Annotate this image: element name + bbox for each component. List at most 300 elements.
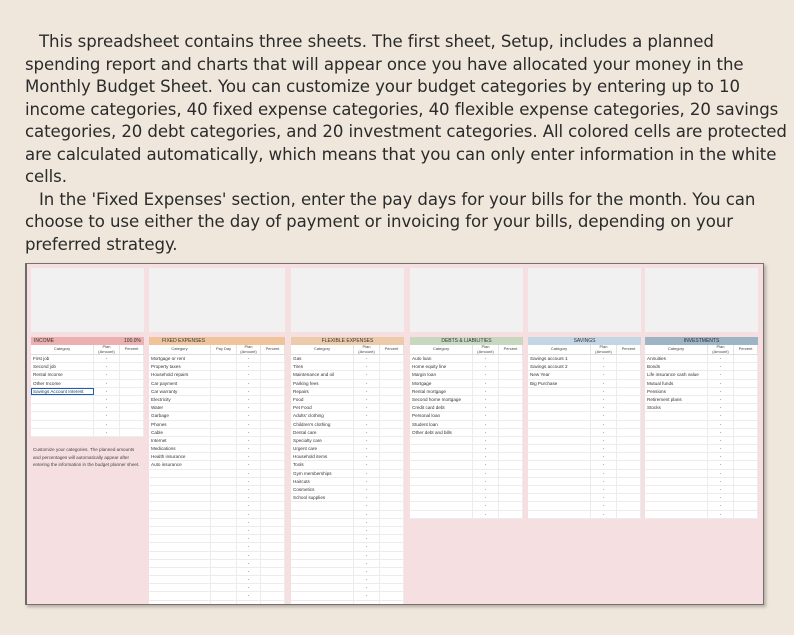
- fixed-percent-cell: [261, 601, 285, 605]
- debts-category-cell[interactable]: [410, 437, 473, 444]
- fixed-category-cell[interactable]: [149, 486, 211, 493]
- savings-category-cell[interactable]: Savings account 2: [528, 363, 591, 370]
- investments-category-cell[interactable]: [645, 437, 708, 444]
- fixed-category-cell[interactable]: Medications: [149, 445, 211, 452]
- fixed-plan-cell: -: [237, 445, 261, 452]
- fixed-category-cell[interactable]: [149, 519, 211, 526]
- income-category-cell[interactable]: First job: [31, 355, 94, 362]
- intro-paragraph-1: This spreadsheet contains three sheets. The first sheet, Setup, includes a planned spending report and charts that will appear once you have allocated your money in the Monthly Budget Sheet. You can customize your budget categories by entering up to 10 income categories, 40 fixed expense categories, 40 flexible expense categories, 20 savings categories, 20 debt categories, and 20 investment categories. All colored cells are protected are calculated automatically, which means that you can only enter information in the white cells.: [25, 32, 787, 186]
- flexible-row: [291, 601, 404, 605]
- flexible-category-cell[interactable]: [291, 527, 354, 534]
- debts-category-cell[interactable]: [410, 511, 473, 518]
- savings-percent-cell: [617, 421, 641, 428]
- savings-category-cell[interactable]: [528, 511, 591, 518]
- fixed-percent-cell: [261, 453, 285, 460]
- income-row: [31, 404, 144, 412]
- investments-category-cell[interactable]: [645, 429, 708, 436]
- savings-category-cell[interactable]: [528, 396, 591, 403]
- flexible-expenses-section: [291, 268, 404, 605]
- savings-table-header: [528, 345, 641, 355]
- savings-row: [528, 470, 641, 478]
- debts-row: [410, 494, 523, 502]
- fixed-percent-cell: [261, 502, 285, 509]
- income-row: [31, 380, 144, 388]
- flexible-plan-cell: -: [354, 437, 380, 444]
- investments-percent-cell: [734, 429, 758, 436]
- flexible-category-cell[interactable]: Cosmetics: [291, 486, 354, 493]
- fixed-category-cell[interactable]: [149, 494, 211, 501]
- flexible-category-cell[interactable]: Maintenance and oil: [291, 371, 354, 378]
- fixed-payday-cell[interactable]: [211, 429, 237, 436]
- fixed-payday-cell[interactable]: [211, 445, 237, 452]
- investments-plan-cell: -: [708, 437, 734, 444]
- investments-percent-cell: [734, 494, 758, 501]
- fixed-category-cell[interactable]: Internet: [149, 437, 211, 444]
- flexible-plan-cell: -: [354, 412, 380, 419]
- savings-category-cell[interactable]: [528, 502, 591, 509]
- income-category-cell[interactable]: [31, 429, 94, 436]
- fixed-percent-cell: [261, 429, 285, 436]
- flexible-category-cell[interactable]: Repairs: [291, 388, 354, 395]
- fixed-category-cell[interactable]: [149, 527, 211, 534]
- income-category-cell[interactable]: [31, 396, 94, 403]
- flexible-category-cell[interactable]: Tools: [291, 461, 354, 468]
- income-section: [31, 268, 144, 602]
- flexible-percent-cell: [380, 543, 404, 550]
- flexible-category-cell[interactable]: [291, 576, 354, 583]
- fixed-row: [149, 429, 285, 437]
- investments-row: [645, 453, 758, 461]
- debts-percent-cell: [499, 502, 523, 509]
- income-percent-cell: [120, 371, 144, 378]
- investments-category-cell[interactable]: [645, 412, 708, 419]
- investments-row: [645, 461, 758, 469]
- debts-category-cell[interactable]: Credit card debt: [410, 404, 473, 411]
- investments-category-cell[interactable]: [645, 494, 708, 501]
- fixed-payday-cell[interactable]: [211, 486, 237, 493]
- investments-section-header: [645, 337, 758, 345]
- investments-category-cell[interactable]: [645, 470, 708, 477]
- flexible-rows: [291, 355, 404, 605]
- fixed-payday-cell[interactable]: [211, 412, 237, 419]
- fixed-payday-cell[interactable]: [211, 576, 237, 583]
- investments-plan-cell: -: [708, 371, 734, 378]
- fixed-category-cell[interactable]: [149, 502, 211, 509]
- fixed-payday-cell[interactable]: [211, 404, 237, 411]
- savings-percent-cell: [617, 437, 641, 444]
- investments-category-cell[interactable]: Mutual funds: [645, 380, 708, 387]
- debts-category-cell[interactable]: Personal loan: [410, 412, 473, 419]
- income-category-cell[interactable]: [31, 412, 94, 419]
- fixed-row: [149, 380, 285, 388]
- investments-category-cell[interactable]: [645, 478, 708, 485]
- investments-category-cell[interactable]: [645, 421, 708, 428]
- flexible-category-cell[interactable]: Household items: [291, 453, 354, 460]
- fixed-payday-cell[interactable]: [211, 584, 237, 591]
- flexible-category-cell[interactable]: [291, 502, 354, 509]
- fixed-payday-cell[interactable]: [211, 543, 237, 550]
- debts-plan-cell: -: [473, 412, 499, 419]
- income-percent-cell: [120, 388, 144, 395]
- savings-category-cell[interactable]: [528, 437, 591, 444]
- fixed-payday-cell[interactable]: [211, 421, 237, 428]
- income-plan-cell: -: [94, 421, 120, 428]
- investments-row: [645, 412, 758, 420]
- flexible-category-cell[interactable]: [291, 584, 354, 591]
- income-category-cell[interactable]: [31, 421, 94, 428]
- fixed-payday-cell[interactable]: [211, 380, 237, 387]
- fixed-payday-cell[interactable]: [211, 519, 237, 526]
- income-note: Customize your categories. The planned amounts and percentages will automatically appear after entering the information in the budget planner sheet.: [33, 447, 140, 467]
- flexible-category-cell[interactable]: Adults' clothing: [291, 412, 354, 419]
- fixed-category-cell[interactable]: [149, 560, 211, 567]
- fixed-category-cell[interactable]: [149, 601, 211, 605]
- fixed-title: FIXED EXPENSES: [162, 338, 206, 344]
- fixed-table-header: [149, 345, 285, 355]
- savings-percent-cell: [617, 371, 641, 378]
- fixed-header-payday: Pay Day: [211, 345, 237, 354]
- flexible-category-cell[interactable]: [291, 601, 354, 605]
- fixed-payday-cell[interactable]: [211, 355, 237, 362]
- fixed-category-cell[interactable]: [149, 470, 211, 477]
- income-table-header: [31, 345, 144, 355]
- flexible-category-cell[interactable]: Tires: [291, 363, 354, 370]
- income-category-cell[interactable]: Other Income: [31, 380, 94, 387]
- investments-category-cell[interactable]: Retirement plans: [645, 396, 708, 403]
- fixed-percent-cell: [261, 371, 285, 378]
- fixed-percent-cell: [261, 470, 285, 477]
- flexible-row: [291, 388, 404, 396]
- fixed-category-cell[interactable]: Phones: [149, 421, 211, 428]
- fixed-payday-cell[interactable]: [211, 363, 237, 370]
- fixed-plan-cell: -: [237, 584, 261, 591]
- investments-category-cell[interactable]: [645, 445, 708, 452]
- fixed-payday-cell[interactable]: [211, 592, 237, 599]
- fixed-plan-cell: -: [237, 576, 261, 583]
- investments-category-cell[interactable]: Annuities: [645, 355, 708, 362]
- flexible-percent-cell: [380, 437, 404, 444]
- savings-category-cell[interactable]: [528, 412, 591, 419]
- fixed-plan-cell: -: [237, 592, 261, 599]
- fixed-percent-cell: [261, 404, 285, 411]
- fixed-payday-cell[interactable]: [211, 511, 237, 518]
- flexible-percent-cell: [380, 535, 404, 542]
- fixed-payday-cell[interactable]: [211, 494, 237, 501]
- fixed-percent-cell: [261, 421, 285, 428]
- flexible-category-cell[interactable]: Gym memberships: [291, 470, 354, 477]
- fixed-category-cell[interactable]: Auto insurance: [149, 461, 211, 468]
- flexible-percent-cell: [380, 494, 404, 501]
- savings-category-cell[interactable]: [528, 445, 591, 452]
- savings-category-cell[interactable]: [528, 404, 591, 411]
- fixed-payday-cell[interactable]: [211, 552, 237, 559]
- fixed-category-cell[interactable]: Mortgage or rent: [149, 355, 211, 362]
- savings-percent-cell: [617, 502, 641, 509]
- fixed-category-cell[interactable]: Property taxes: [149, 363, 211, 370]
- income-category-cell[interactable]: Savings Account Interest: [31, 388, 94, 395]
- fixed-category-cell[interactable]: Household repairs: [149, 371, 211, 378]
- income-row: [31, 429, 144, 437]
- savings-category-cell[interactable]: [528, 453, 591, 460]
- savings-category-cell[interactable]: [528, 486, 591, 493]
- debts-plan-cell: -: [473, 453, 499, 460]
- flexible-category-cell[interactable]: [291, 568, 354, 575]
- flexible-percent-cell: [380, 371, 404, 378]
- savings-category-cell[interactable]: [528, 421, 591, 428]
- debts-category-cell[interactable]: Student loan: [410, 421, 473, 428]
- debts-percent-cell: [499, 511, 523, 518]
- debts-category-cell[interactable]: [410, 478, 473, 485]
- investments-category-cell[interactable]: [645, 461, 708, 468]
- flexible-category-cell[interactable]: Dental care: [291, 429, 354, 436]
- debts-percent-cell: [499, 380, 523, 387]
- investments-percent-cell: [734, 511, 758, 518]
- flexible-category-cell[interactable]: Haircuts: [291, 478, 354, 485]
- flexible-category-cell[interactable]: Food: [291, 396, 354, 403]
- flexible-category-cell[interactable]: [291, 543, 354, 550]
- income-row: [31, 412, 144, 420]
- flexible-category-cell[interactable]: [291, 519, 354, 526]
- fixed-percent-cell: [261, 388, 285, 395]
- fixed-payday-cell[interactable]: [211, 453, 237, 460]
- flexible-percent-cell: [380, 380, 404, 387]
- fixed-category-cell[interactable]: Health insurance: [149, 453, 211, 460]
- investments-row: [645, 478, 758, 486]
- savings-category-cell[interactable]: [528, 494, 591, 501]
- fixed-category-cell[interactable]: Car warranty: [149, 388, 211, 395]
- investments-category-cell[interactable]: Stocks: [645, 404, 708, 411]
- flexible-plan-cell: -: [354, 552, 380, 559]
- fixed-category-cell[interactable]: [149, 576, 211, 583]
- fixed-payday-cell[interactable]: [211, 478, 237, 485]
- fixed-category-cell[interactable]: [149, 584, 211, 591]
- fixed-row: [149, 592, 285, 600]
- income-chart-area: [31, 268, 144, 332]
- fixed-plan-cell: -: [237, 601, 261, 605]
- fixed-plan-cell: -: [237, 543, 261, 550]
- savings-plan-cell: -: [591, 494, 617, 501]
- debts-row: [410, 404, 523, 412]
- fixed-category-cell[interactable]: [149, 478, 211, 485]
- savings-percent-cell: [617, 404, 641, 411]
- fixed-payday-cell[interactable]: [211, 396, 237, 403]
- debts-category-cell[interactable]: [410, 494, 473, 501]
- fixed-category-cell[interactable]: [149, 511, 211, 518]
- flexible-percent-cell: [380, 429, 404, 436]
- flexible-category-cell[interactable]: Urgent care: [291, 445, 354, 452]
- flexible-category-cell[interactable]: [291, 535, 354, 542]
- fixed-row: [149, 511, 285, 519]
- income-category-cell[interactable]: Rental Income: [31, 371, 94, 378]
- flexible-percent-cell: [380, 560, 404, 567]
- debts-category-cell[interactable]: Auto loan: [410, 355, 473, 362]
- flexible-category-cell[interactable]: [291, 511, 354, 518]
- fixed-row: [149, 576, 285, 584]
- debts-category-cell[interactable]: Mortgage: [410, 380, 473, 387]
- fixed-payday-cell[interactable]: [211, 388, 237, 395]
- debts-category-cell[interactable]: Home equity line: [410, 363, 473, 370]
- debts-category-cell[interactable]: [410, 470, 473, 477]
- income-title: INCOME: [34, 338, 54, 344]
- fixed-row: [149, 486, 285, 494]
- intro-text: [25, 31, 790, 256]
- debts-category-cell[interactable]: Second home mortgage: [410, 396, 473, 403]
- fixed-percent-cell: [261, 543, 285, 550]
- debts-percent-cell: [499, 371, 523, 378]
- debts-row: [410, 502, 523, 510]
- fixed-category-cell[interactable]: Cable: [149, 429, 211, 436]
- income-category-cell[interactable]: Second job: [31, 363, 94, 370]
- debts-table-header: [410, 345, 523, 355]
- income-plan-cell: -: [94, 412, 120, 419]
- fixed-payday-cell[interactable]: [211, 371, 237, 378]
- flexible-row: [291, 429, 404, 437]
- debts-category-cell[interactable]: [410, 461, 473, 468]
- fixed-payday-cell[interactable]: [211, 560, 237, 567]
- flexible-category-cell[interactable]: School supplies: [291, 494, 354, 501]
- flexible-category-cell[interactable]: Gas: [291, 355, 354, 362]
- savings-category-cell[interactable]: [528, 429, 591, 436]
- savings-section: [528, 268, 641, 602]
- fixed-payday-cell[interactable]: [211, 437, 237, 444]
- fixed-category-cell[interactable]: [149, 552, 211, 559]
- savings-category-cell[interactable]: [528, 461, 591, 468]
- debts-category-cell[interactable]: [410, 445, 473, 452]
- fixed-category-cell[interactable]: Electricity: [149, 396, 211, 403]
- savings-percent-cell: [617, 412, 641, 419]
- flexible-plan-cell: -: [354, 396, 380, 403]
- flexible-row: [291, 592, 404, 600]
- investments-category-cell[interactable]: [645, 486, 708, 493]
- flexible-row: [291, 494, 404, 502]
- flexible-plan-cell: -: [354, 584, 380, 591]
- fixed-category-cell[interactable]: Garbage: [149, 412, 211, 419]
- debts-category-cell[interactable]: Rental mortgage: [410, 388, 473, 395]
- flexible-plan-cell: -: [354, 535, 380, 542]
- income-percent-cell: [120, 355, 144, 362]
- savings-category-cell[interactable]: Big Purchase: [528, 380, 591, 387]
- debts-category-cell[interactable]: [410, 502, 473, 509]
- investments-percent-cell: [734, 461, 758, 468]
- savings-category-cell[interactable]: [528, 470, 591, 477]
- income-row: [31, 421, 144, 429]
- investments-percent-cell: [734, 380, 758, 387]
- fixed-category-cell[interactable]: [149, 592, 211, 599]
- flexible-header-plan: Plan (Amount): [354, 345, 380, 354]
- income-category-cell[interactable]: [31, 404, 94, 411]
- debts-category-cell[interactable]: Margin loan: [410, 371, 473, 378]
- flexible-category-cell[interactable]: [291, 592, 354, 599]
- investments-plan-cell: -: [708, 355, 734, 362]
- fixed-payday-cell[interactable]: [211, 502, 237, 509]
- savings-category-cell[interactable]: New Year: [528, 371, 591, 378]
- flexible-category-cell[interactable]: Specialty care: [291, 437, 354, 444]
- income-row: [31, 355, 144, 363]
- flexible-category-cell[interactable]: Pet Food: [291, 404, 354, 411]
- investments-section: [645, 268, 758, 602]
- flexible-percent-cell: [380, 527, 404, 534]
- debts-percent-cell: [499, 486, 523, 493]
- savings-percent-cell: [617, 363, 641, 370]
- fixed-payday-cell[interactable]: [211, 568, 237, 575]
- fixed-payday-cell[interactable]: [211, 535, 237, 542]
- investments-percent-cell: [734, 363, 758, 370]
- savings-row: [528, 421, 641, 429]
- fixed-payday-cell[interactable]: [211, 461, 237, 468]
- flexible-percent-cell: [380, 461, 404, 468]
- flexible-row: [291, 543, 404, 551]
- investments-category-cell[interactable]: [645, 453, 708, 460]
- fixed-plan-cell: -: [237, 380, 261, 387]
- savings-plan-cell: -: [591, 502, 617, 509]
- savings-plan-cell: -: [591, 404, 617, 411]
- fixed-category-cell[interactable]: [149, 568, 211, 575]
- fixed-category-cell[interactable]: [149, 543, 211, 550]
- investments-title: INVESTMENTS: [683, 338, 720, 344]
- debts-category-cell[interactable]: [410, 486, 473, 493]
- flexible-title: FLEXIBLE EXPENSES: [321, 338, 374, 344]
- fixed-percent-cell: [261, 445, 285, 452]
- savings-row: [528, 478, 641, 486]
- investments-row: [645, 371, 758, 379]
- investments-category-cell[interactable]: Bonds: [645, 363, 708, 370]
- savings-plan-cell: -: [591, 437, 617, 444]
- investments-category-cell[interactable]: Pensions: [645, 388, 708, 395]
- flexible-percent-cell: [380, 453, 404, 460]
- savings-header-plan: Plan (Amount): [591, 345, 617, 354]
- fixed-payday-cell[interactable]: [211, 470, 237, 477]
- savings-category-cell[interactable]: [528, 478, 591, 485]
- fixed-payday-cell[interactable]: [211, 527, 237, 534]
- flexible-category-cell[interactable]: Children's clothing: [291, 421, 354, 428]
- flexible-row: [291, 445, 404, 453]
- fixed-row: [149, 371, 285, 379]
- investments-percent-cell: [734, 404, 758, 411]
- flexible-category-cell[interactable]: Parking fees: [291, 380, 354, 387]
- fixed-category-cell[interactable]: [149, 535, 211, 542]
- savings-category-cell[interactable]: Savings account 1: [528, 355, 591, 362]
- investments-plan-cell: -: [708, 421, 734, 428]
- fixed-category-cell[interactable]: Water: [149, 404, 211, 411]
- savings-category-cell[interactable]: [528, 388, 591, 395]
- investments-category-cell[interactable]: Life insurance cash value: [645, 371, 708, 378]
- debts-plan-cell: -: [473, 396, 499, 403]
- investments-category-cell[interactable]: [645, 511, 708, 518]
- flexible-category-cell[interactable]: [291, 552, 354, 559]
- spreadsheet-preview: [25, 263, 764, 605]
- flexible-category-cell[interactable]: [291, 560, 354, 567]
- flexible-plan-cell: -: [354, 486, 380, 493]
- debts-row: [410, 511, 523, 519]
- income-plan-cell: -: [94, 388, 120, 395]
- debts-category-cell[interactable]: Other debt and bills: [410, 429, 473, 436]
- flexible-chart-area: [291, 268, 404, 332]
- flexible-plan-cell: -: [354, 461, 380, 468]
- fixed-row: [149, 445, 285, 453]
- debts-category-cell[interactable]: [410, 453, 473, 460]
- flexible-percent-cell: [380, 576, 404, 583]
- fixed-category-cell[interactable]: Car payment: [149, 380, 211, 387]
- fixed-percent-cell: [261, 592, 285, 599]
- investments-category-cell[interactable]: [645, 502, 708, 509]
- fixed-plan-cell: -: [237, 486, 261, 493]
- fixed-payday-cell[interactable]: [211, 601, 237, 605]
- debts-row: [410, 363, 523, 371]
- fixed-row: [149, 437, 285, 445]
- debts-plan-cell: -: [473, 371, 499, 378]
- savings-percent-cell: [617, 461, 641, 468]
- flexible-header-category: Category: [291, 345, 354, 354]
